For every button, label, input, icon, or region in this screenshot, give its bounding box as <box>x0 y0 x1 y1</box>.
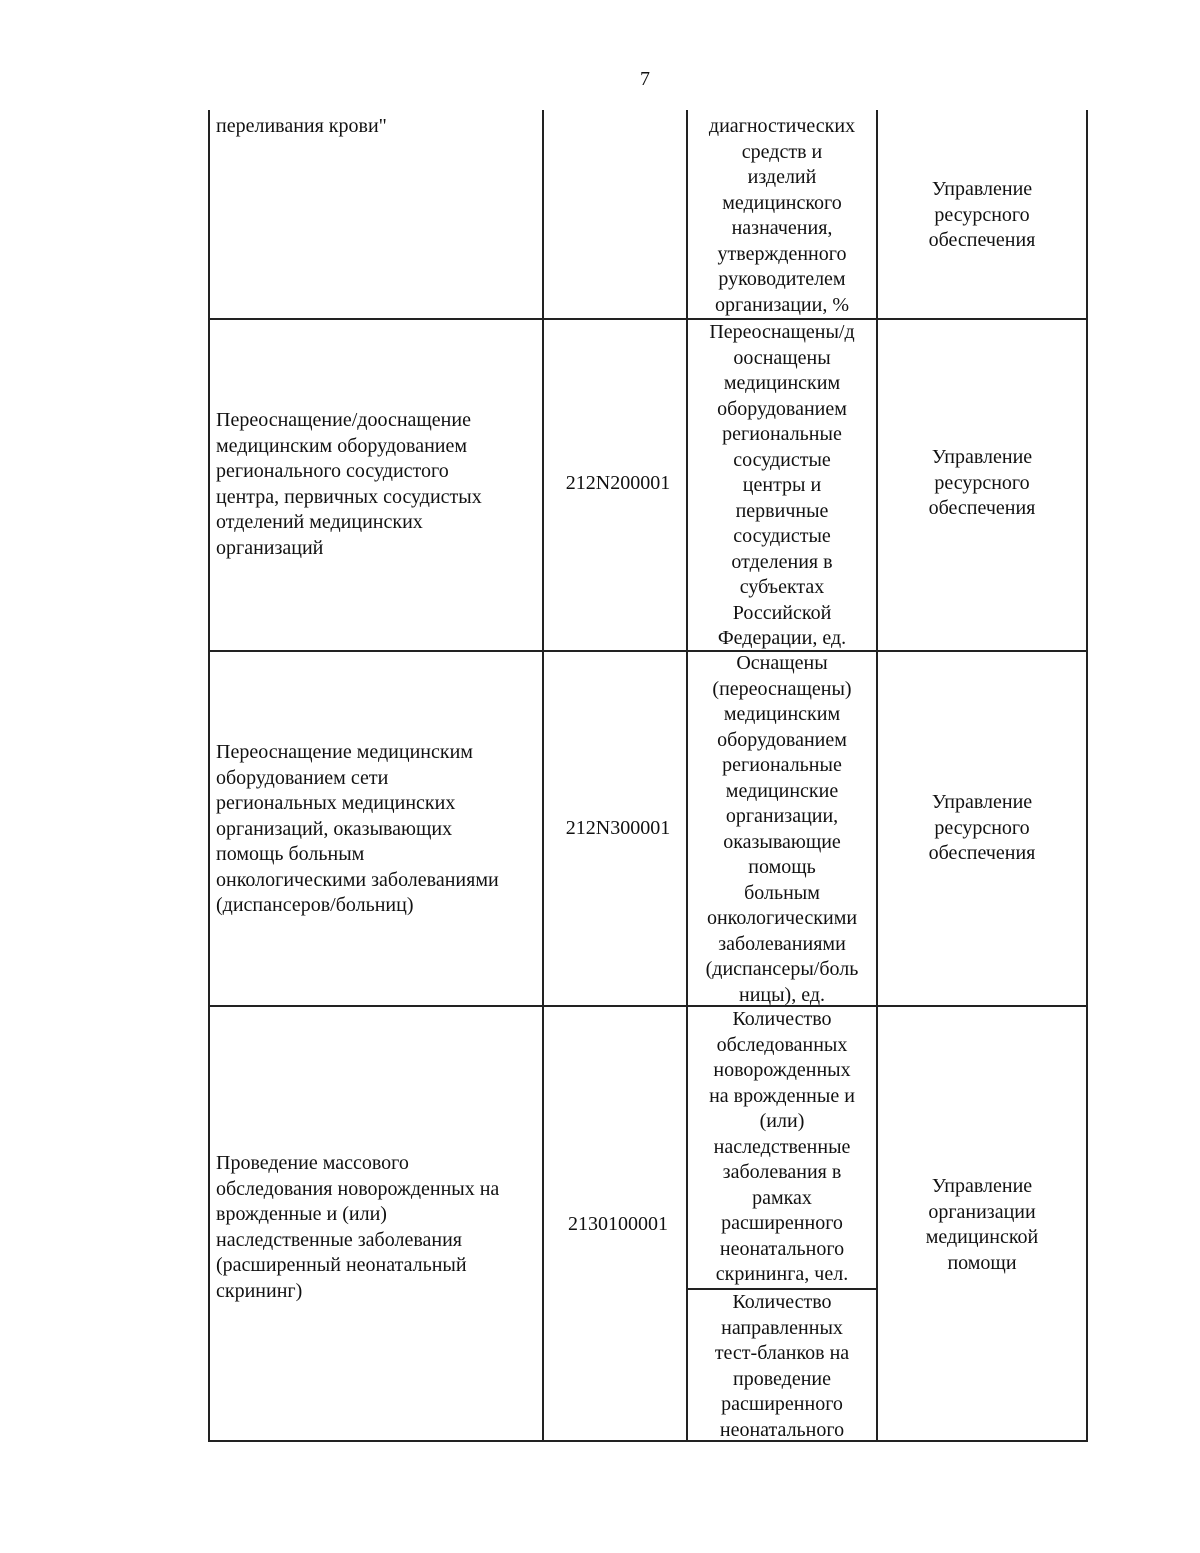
row-1-measure: переливания крови" <box>216 115 387 137</box>
row-divider-1 <box>208 318 1088 320</box>
row-2-responsible: Управление ресурсного обеспечения <box>928 446 1036 519</box>
row-2-code: 212N200001 <box>565 472 671 494</box>
table-border-col4 <box>876 110 878 1441</box>
row-1-indicator: диагностических средств и изделий медицинского назначения, утвержденного руководителем организации, % <box>708 115 856 316</box>
row-3-indicator: Оснащены (переоснащены) медицинским оборудованием региональные медицинские организации, оказывающие помощь больным онкологическими заболеваниями (диспансеры/боль ницы), ед. <box>705 652 859 1006</box>
table-border-col3 <box>686 110 688 1441</box>
page-number: 7 <box>640 68 650 90</box>
table-border-col2 <box>542 110 544 1441</box>
row-divider-3 <box>208 1005 1088 1007</box>
row-3-measure: Переоснащение медицинским оборудованием сети региональных медицинских организаций, оказывающих помощь больным онкологическими заболеваниями (диспансеров/больниц) <box>216 741 499 916</box>
row-4-responsible: Управление организации медицинской помощи <box>925 1175 1039 1274</box>
table-border-bottom <box>208 1440 1088 1442</box>
row-4-measure: Проведение массового обследования новорожденных на врожденные и (или) наследственные заболевания (расширенный неонатальный скрининг) <box>216 1152 500 1302</box>
row-divider-2 <box>208 650 1088 652</box>
table-border-right <box>1086 110 1088 1441</box>
table-border-left <box>208 110 210 1441</box>
row-3-code: 212N300001 <box>565 817 671 839</box>
row-2-indicator: Переоснащены/д ооснащены медицинским оборудованием региональные сосудистые центры и первичные сосудистые отделения в субъектах Российской Федерации, ед. <box>709 321 855 649</box>
row-4-indicator-1: Количество обследованных новорожденных на врожденные и (или) наследственные заболевания в рамках расширенного неонатального скрининга, чел. <box>709 1008 855 1285</box>
row-4-code: 2130100001 <box>568 1213 668 1235</box>
row-1-responsible: Управление ресурсного обеспечения <box>928 178 1036 251</box>
row-3-responsible: Управление ресурсного обеспечения <box>928 791 1036 864</box>
row-2-measure: Переоснащение/дооснащение медицинским оборудованием регионального сосудистого центра, первичных сосудистых отделений медицинских организаций <box>216 409 482 559</box>
row-4-indicator-2: Количество направленных тест-бланков на проведение расширенного неонатального <box>714 1291 850 1441</box>
